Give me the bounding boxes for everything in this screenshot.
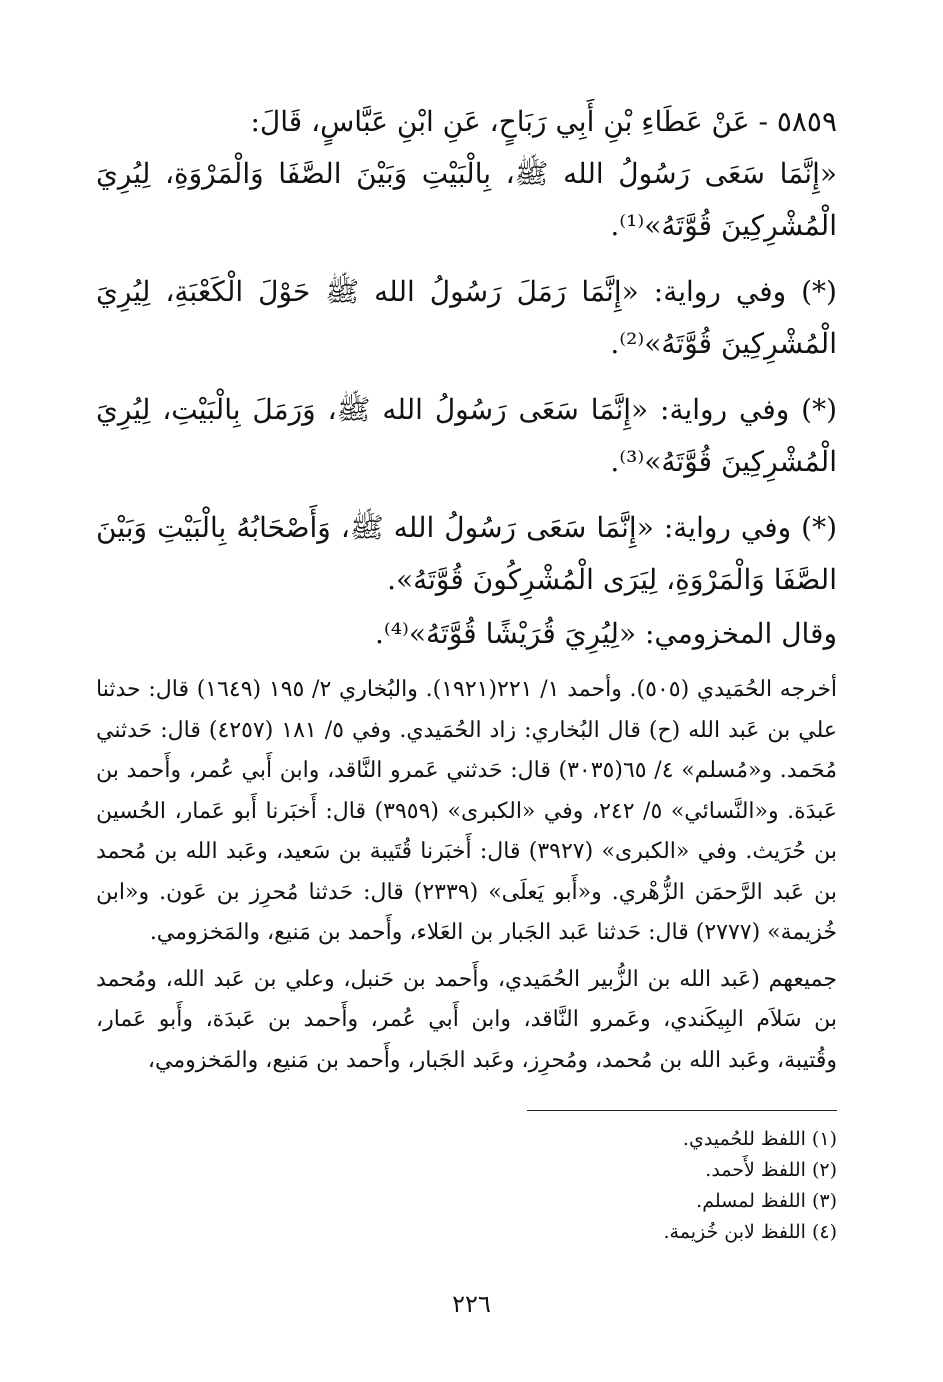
footnote-1: (١) اللفظ للحُميدي. [682,1128,837,1150]
footnote-separator [527,1110,837,1111]
footnotes [337,1124,837,1248]
footnote-2: (٢) اللفظ لأَحمد. [705,1159,837,1181]
takhrij-summary-paragraph: جميعهم (عَبد الله بن الزُّبير الحُمَيدي، وأَحمد بن حَنبل، وعلي بن عَبد الله، ومُحمد بن سَلاَم البِيكَندي، وعَمرو النَّاقد، وابن أَبي عُمر، وأَحمد بن عَبدَة، وأَبو عَمار، وقُتيبة، وعَبد الله بن مُحمد، ومُحرِز، وعَبد الجَبار، وأَحمد بن مَنيع، والمَخزومي، [96,966,837,1073]
riwaya-1: (*) وفي رواية: «إِنَّمَا رَمَلَ رَسُولُ الله ﷺ حَوْلَ الْكَعْبَةِ، لِيُرِيَ الْمُشْرِكِينَ قُوَّتَهُ»⁽²⁾. [96,275,837,360]
riwaya-3: (*) وفي رواية: «إِنَّمَا سَعَى رَسُولُ الله ﷺ، وَأَصْحَابُهُ بِالْبَيْتِ وَبَيْنَ الصَّفَا وَالْمَرْوَةِ، لِيَرَى الْمُشْرِكُونَ قُوَّتَهُ». [96,511,837,596]
page-number: ٢٢٦ [452,1290,491,1318]
makhzumi-riwaya: وقال المخزومي: «لِيُرِيَ قُرَيْشًا قُوَّتَهُ»⁽⁴⁾. [375,617,837,650]
riwaya-2: (*) وفي رواية: «إِنَّمَا سَعَى رَسُولُ الله ﷺ، وَرَمَلَ بِالْبَيْتِ، لِيُرِيَ الْمُشْرِكِينَ قُوَّتَهُ»⁽³⁾. [96,393,837,478]
hadith-heading: ٥٨٥٩ - عَنْ عَطَاءِ بْنِ أَبِي رَبَاحٍ، عَنِ ابْنِ عَبَّاسٍ، قَالَ: [250,105,837,138]
footnote-4: (٤) اللفظ لابن خُزيمة. [663,1221,837,1243]
hadith-main-text: «إِنَّمَا سَعَى رَسُولُ الله ﷺ، بِالْبَيْتِ وَبَيْنَ الصَّفَا وَالْمَرْوَةِ، لِيُرِيَ الْمُشْرِكِينَ قُوَّتَهُ»⁽¹⁾. [96,157,837,242]
footnote-3: (٣) اللفظ لمسلم. [696,1190,837,1212]
takhrij-paragraph: أخرجه الحُمَيدي (٥٠٥). وأحمد ١/ ٢٢١(١٩٢١). والبُخاري ٢/ ١٩٥ (١٦٤٩) قال: حدثنا علي بن عَبد الله (ح) قال البُخاري: زاد الحُمَيدي. وفي ٥/ ١٨١ (٤٢٥٧) قال: حَدثني مُحَمد. و«مُسلم» ٤/ ٦٥(٣٠٣٥) قال: حَدثني عَمرو النَّاقد، وابن أَبي عُمر، وأَحمد بن عَبدَة. و«النَّسائي» ٥/ ٢٤٢، وفي «الكبرى» (٣٩٥٩) قال: أَخبَرنا أَبو عَمار، الحُسين بن حُرَيث. وفي «الكبرى» (٣٩٢٧) قال: أَخبَرنا قُتَيبة بن سَعيد، وعَبد الله بن مُحمد بن عَبد الرَّحمَن الزُّهْري. و«أَبو يَعلَى» (٢٣٣٩) قال: حَدثنا مُحرِز بن عَون. و«ابن خُزيمة» (٢٧٧٧) قال: حَدثنا عَبد الجَبار بن العَلاء، وأَحمد بن مَنيع، والمَخزومي. [96,677,838,945]
page-body [96,96,837,1081]
